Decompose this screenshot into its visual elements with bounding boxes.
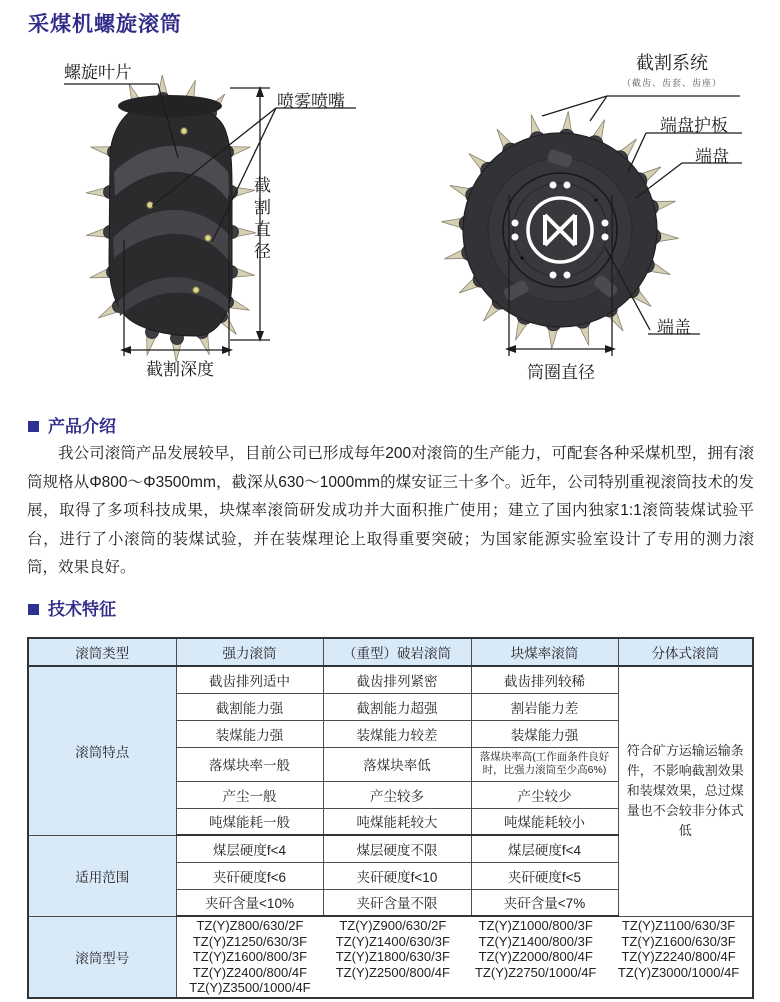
model-number: TZ(Y)Z1600/630/3F [621,933,736,949]
table-row [28,916,753,998]
table-cell: 吨煤能耗较小 [471,808,618,835]
model-number: TZ(Y)Z800/630/2F [196,918,304,933]
table-cell: 落煤块率低 [323,747,471,781]
col-header: （重型）破岩滚筒 [323,638,471,666]
table-cell: 落煤块率一般 [176,747,323,781]
table-cell: 夹矸含量不限 [323,889,471,916]
label-ring-diameter: 筒圈直径 [527,363,595,382]
model-number: TZ(Y)Z1400/630/3F [335,933,450,949]
table-cell: 煤层硬度f<4 [471,835,618,862]
table-cell: 煤层硬度不限 [323,835,471,862]
spec-table [27,637,754,999]
model-number: TZ(Y)Z1250/630/3F [192,933,308,949]
model-list-cell [176,916,753,998]
table-cell: 装煤能力强 [176,720,323,747]
table-header-row [28,638,753,666]
model-number: TZ(Y)Z2400/800/4F [192,964,308,980]
table-cell: 吨煤能耗一般 [176,808,323,835]
model-number: TZ(Y)Z3000/1000/4F [617,964,740,980]
right-drum-body [463,133,657,327]
table-cell: 装煤能力较差 [323,720,471,747]
table-cell: 割岩能力差 [471,693,618,720]
label-cutting-depth: 截割深度 [146,360,214,379]
table-cell: 煤层硬度f<4 [176,835,323,862]
label-spiral-blade: 螺旋叶片 [64,63,132,82]
label-cutting-system [604,53,740,89]
col-header: 块煤率滚筒 [471,638,618,666]
table-cell: 装煤能力强 [471,720,618,747]
model-number: TZ(Y)Z900/630/2F [339,918,447,933]
table-cell: 夹矸含量<7% [471,889,618,916]
model-number: TZ(Y)Z3500/1000/4F [189,980,311,995]
model-number: TZ(Y)Z2750/1000/4F [474,964,597,980]
label-spray-nozzle: 喷雾喷嘴 [277,92,345,111]
table-cell: 截割能力超强 [323,693,471,720]
table-cell: 截齿排列适中 [176,666,323,693]
table-cell: 截齿排列紧密 [323,666,471,693]
table-cell: 夹矸含量<10% [176,889,323,916]
col-header: 强力滚筒 [176,638,323,666]
model-number: TZ(Y)Z1800/630/3F [335,949,450,964]
label-end-cover: 端盖 [657,318,691,337]
label-end-disc: 端盘 [695,147,729,166]
table-cell: 截齿排列较稀 [471,666,618,693]
section-heading-features [28,595,116,620]
model-number: TZ(Y)Z1100/630/3F [621,918,736,933]
table-row [28,666,753,693]
model-number: TZ(Y)Z1600/800/3F [192,949,308,964]
table-cell: 夹矸硬度f<5 [471,862,618,889]
table-cell: 产尘一般 [176,781,323,808]
section-bullet-icon [28,421,39,432]
model-number: TZ(Y)Z2500/800/4F [335,964,450,980]
row-group-label: 适用范围 [28,835,176,916]
label-cutting-diameter: 截割直径 [251,176,270,264]
row-group-label: 滚筒特点 [28,666,176,835]
section-heading-intro-text: 产品介绍 [48,417,116,436]
label-cutting-system-sub: （截齿、齿套、齿座） [621,78,722,88]
table-cell: 夹矸硬度f<10 [323,862,471,889]
table-cell: 产尘较少 [471,781,618,808]
label-end-disc-guard: 端盘护板 [660,116,728,135]
model-number: TZ(Y)Z2000/800/4F [478,949,593,964]
col-header: 滚筒类型 [28,638,176,666]
table-cell: 产尘较多 [323,781,471,808]
col-header: 分体式滚筒 [618,638,753,666]
page-title: 采煤机螺旋滚筒 [28,13,182,36]
model-number: TZ(Y)Z2240/800/4F [621,949,736,964]
intro-paragraph: 我公司滚筒产品发展较早，目前公司已形成每年200对滚筒的生产能力，可配套各种采煤机型，拥有滚筒规格从Φ800～Φ3500mm，截深从630～1000mm的煤安证三十多个。近年，公司特别重视滚筒技术的发展，取得了多项科技成果，块煤率滚筒研发成功并大面积推广使用；建立了国内独家1:1滚筒装煤试验平台，进行了小滚筒的装煤试验，并在装煤理论上取得重要突破；为国家能源实验室设计了专用的测力滚筒，效果良好。 [27,445,754,576]
row-group-label: 滚筒型号 [28,916,176,998]
model-list [179,918,751,996]
model-number: TZ(Y)Z1400/800/3F [478,933,593,949]
table-cell: 夹矸硬度f<6 [176,862,323,889]
section-bullet-icon [28,604,39,615]
table-cell: 吨煤能耗较大 [323,808,471,835]
split-drum-note: 符合矿方运输运输条件，不影响截割效果和装煤效果，总过煤量也不会较非分体式低 [618,666,753,916]
table-cell: 落煤块率高(工作面条件良好时，比强力滚筒至少高6%) [471,747,618,781]
label-cutting-system-main: 截割系统 [636,53,708,73]
model-number: TZ(Y)Z1000/800/3F [478,918,593,933]
section-heading-intro [28,412,116,437]
table-cell: 截割能力强 [176,693,323,720]
section-heading-features-text: 技术特征 [48,600,116,619]
